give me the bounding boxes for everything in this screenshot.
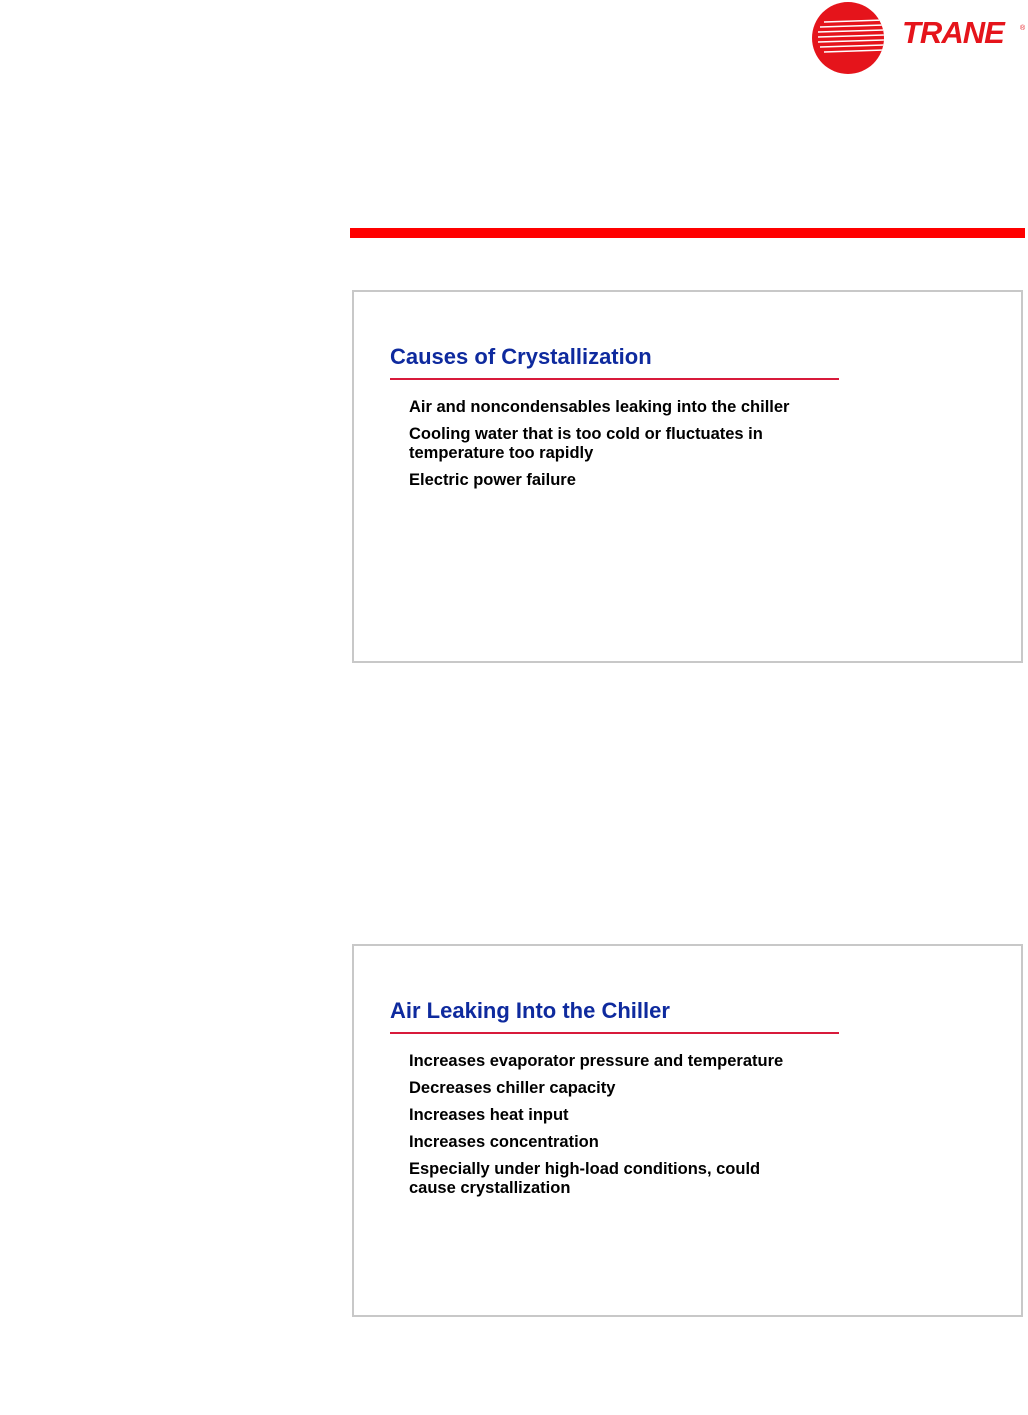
- title-underline: [390, 378, 839, 380]
- trane-circle-logo-icon: [810, 0, 886, 76]
- bullet-item: Increases evaporator pressure and temperature: [409, 1052, 784, 1070]
- title-underline: [390, 1032, 839, 1034]
- slide-air-leaking: [352, 944, 1023, 1317]
- bullet-item: Increases concentration: [409, 1133, 599, 1151]
- bullet-item: Increases heat input: [409, 1106, 569, 1124]
- page-divider: [350, 228, 1025, 238]
- registered-mark: ®: [1020, 25, 1026, 32]
- bullet-list: [409, 398, 804, 498]
- trane-logo: [810, 0, 1025, 76]
- slide-causes-of-crystallization: [352, 290, 1023, 663]
- bullet-item: Electric power failure: [409, 471, 576, 489]
- slide-title: Air Leaking Into the Chiller: [390, 998, 670, 1023]
- bullet-item: Air and noncondensables leaking into the chiller: [409, 398, 790, 416]
- bullet-item: Especially under high-load conditions, could cause crystallization: [409, 1160, 761, 1197]
- slide-title: Causes of Crystallization: [390, 344, 652, 369]
- bullet-item: Cooling water that is too cold or fluctuates in temperature too rapidly: [409, 425, 763, 462]
- trane-wordmark: TRANE: [902, 15, 1004, 50]
- bullet-item: Decreases chiller capacity: [409, 1079, 616, 1097]
- bullet-list: [409, 1052, 804, 1206]
